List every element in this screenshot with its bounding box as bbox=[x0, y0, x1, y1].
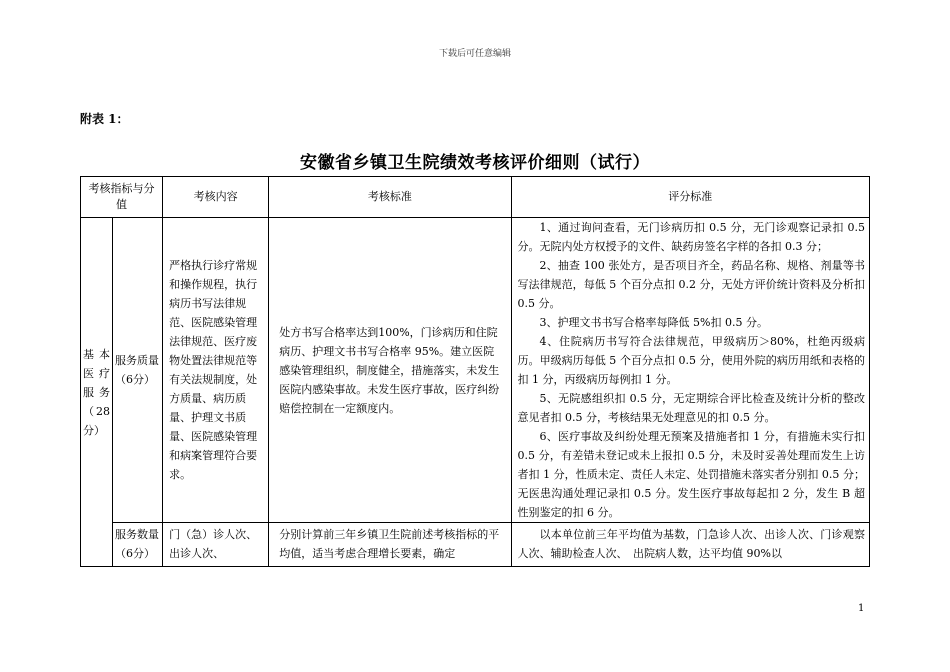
header-indicator: 考核指标与分值 bbox=[81, 177, 163, 218]
scoring-item: 4、住院病历书写符合法律规范，甲级病历＞80%，杜绝丙级病历。甲级病历每低 5 个百分点扣 0.5 分，使用外院的病历用纸和表格的扣 1 分，丙级病历每例扣 1 分。 bbox=[517, 335, 865, 386]
standard-cell: 分别计算前三年乡镇卫生院前述考核指标的平均值，适当考虑合理增长要素，确定 bbox=[269, 523, 511, 567]
content-cell: 门（急）诊人次、出诊人次、 bbox=[163, 523, 269, 567]
header-scoring: 评分标准 bbox=[511, 177, 869, 218]
page-number: 1 bbox=[858, 603, 865, 614]
sub-item-cell: 服务数量（6分） bbox=[113, 523, 163, 567]
assessment-table bbox=[80, 176, 870, 567]
sub-item-cell: 服务质量（6分） bbox=[113, 218, 163, 523]
scoring-item: 6、医疗事故及纠纷处理无预案及措施者扣 1 分，有措施未实行扣 0.5 分，有差错未登记或未上报扣 0.5 分，未及时妥善处理而发生上访者扣 1 分，性质未定、责任人未定、处罚措施未落实者分别扣 0.5 分；无医患沟通处理记录扣 0.5 分。发生医疗事故每起扣 2 分，发生 B 超性别鉴定的扣 6 分。 bbox=[517, 430, 865, 519]
scoring-item: 以本单位前三年平均值为基数，门急诊人次、出诊人次、门诊观察人次、辅助检查人次、 出院病人数，达平均值 90%以 bbox=[517, 528, 865, 560]
category-cell bbox=[81, 218, 113, 567]
scoring-item: 5、无院感组织扣 0.5 分，无定期综合评比检查及统计分析的整改意见者扣 0.5 分，考核结果无处理意见的扣 0.5 分。 bbox=[517, 392, 865, 424]
attachment-label: 附表 1： bbox=[80, 112, 129, 126]
scoring-item: 3、护理文书书写合格率每降低 5%扣 0.5 分。 bbox=[539, 316, 768, 329]
header-content: 考核内容 bbox=[163, 177, 269, 218]
scoring-item: 1、通过询问查看，无门诊病历扣 0.5 分，无门诊观察记录扣 0.5 分。无院内处方权授予的文件、缺药房签名字样的各扣 0.3 分； bbox=[517, 221, 865, 253]
scoring-cell bbox=[511, 523, 869, 567]
page-header-note: 下载后可任意编辑 bbox=[438, 49, 511, 59]
scoring-cell bbox=[511, 218, 869, 523]
document-title: 安徽省乡镇卫生院绩效考核评价细则（试行） bbox=[300, 153, 650, 173]
table-row bbox=[81, 523, 870, 567]
scoring-item: 2、抽查 100 张处方，是否项目齐全，药品名称、规格、剂量等书写法律规范，每低 5 个百分点扣 0.2 分，无处方评价统计资料及分析扣 0.5 分。 bbox=[517, 259, 865, 310]
table-header-row bbox=[81, 177, 870, 218]
content-cell: 严格执行诊疗常规和操作规程，执行病历书写法律规范、医院感染管理法律规范、医疗废物处置法律规范等有关法规制度，处方质量、病历质量、护理文书质量、医院感染管理和病案管理符合要求。 bbox=[163, 218, 269, 523]
table-row bbox=[81, 218, 870, 523]
category-label: 基本医疗服务（28分） bbox=[83, 347, 111, 437]
header-standard: 考核标准 bbox=[269, 177, 511, 218]
standard-cell: 处方书写合格率达到100%，门诊病历和住院病历、护理文书书写合格率 95%。建立医院感染管理组织，制度健全，措施落实，未发生医院内感染事故。未发生医疗事故，医疗纠纷赔偿控制在一定额度内。 bbox=[269, 218, 511, 523]
